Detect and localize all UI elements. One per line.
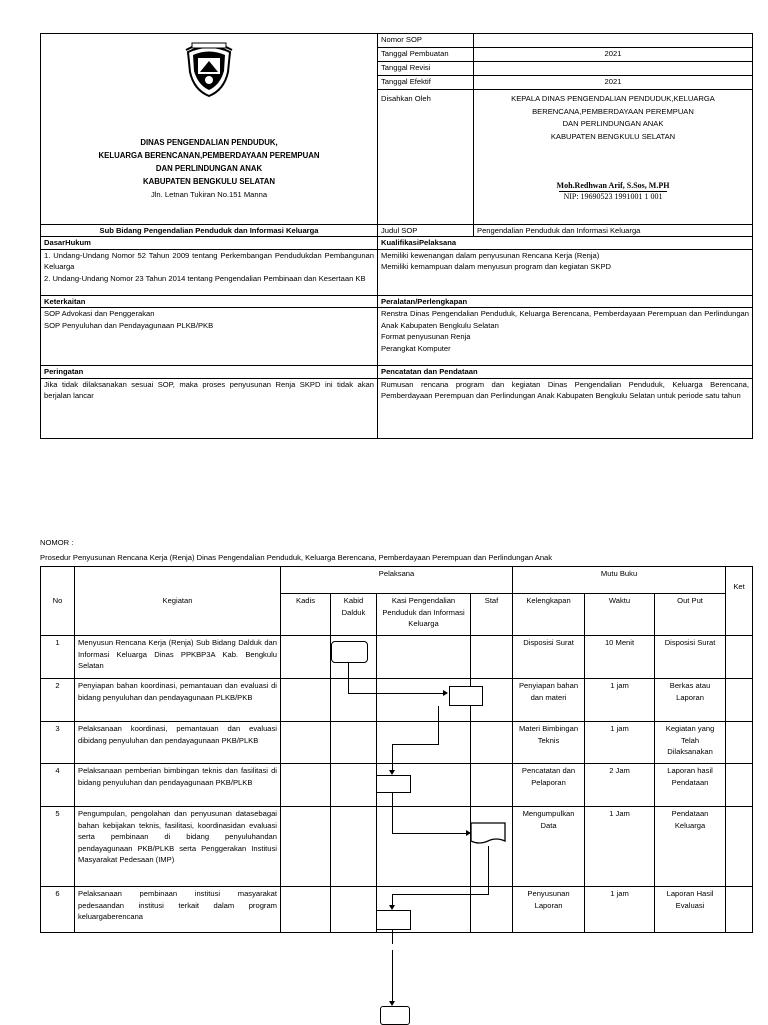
- regency-emblem-icon: [184, 42, 234, 98]
- row-kegiatan: Pengumpulan, pengolahan dan penyusunan datasebagai bahan kebijakan teknis, fasilitasi, koordinasidan evaluasi serta pembinaan di bidang penyuluhandan pendayagunaan PKB/PLKB serta Penggerakan Institusi Masyarakat Pedesaan (IMP): [75, 807, 281, 887]
- row-output: Kegiatan yang Telah Dilaksanakan: [655, 722, 726, 764]
- row-kelengkapan: Mengumpulkan Data: [513, 807, 585, 887]
- flow-process-box-staf: [449, 686, 483, 706]
- col-output-header: Out Put: [655, 594, 726, 636]
- procedure-nomor-label: NOMOR :: [40, 538, 74, 547]
- row-kelengkapan: Penyiapan bahan dan materi: [513, 679, 585, 722]
- sop-identity-table: [40, 33, 753, 439]
- col-kegiatan-header: Kegiatan: [75, 567, 281, 636]
- peringatan-content: Jika tidak dilaksanakan sesuai SOP, maka proses penyusunan Renja SKPD ini tidak akan berjalan lancar: [41, 378, 378, 438]
- row-waktu: 1 Jam: [585, 807, 655, 887]
- judul-sop-value: Pengendalian Penduduk dan Informasi Keluarga: [474, 224, 753, 237]
- table-row: [41, 636, 753, 679]
- tanggal-efektif-value: 2021: [474, 76, 753, 90]
- pencatatan-heading: Pencatatan dan Pendataan: [378, 366, 753, 379]
- flow-connector: [392, 833, 468, 834]
- table-row: [41, 807, 753, 887]
- row-output: Berkas atau Laporan: [655, 679, 726, 722]
- col-mutu-buku-header: Mutu Buku: [513, 567, 726, 594]
- kualifikasi-content: Memiliki kewenangan dalam penyusunan Rencana Kerja (Renja) Memiliki kemampuan dalam menyusun program dan kegiatan SKPD: [378, 249, 753, 295]
- nomor-sop-value: [474, 34, 753, 48]
- col-kasi-header: Kasi Pengendalian Penduduk dan Informasi Keluarga: [377, 594, 471, 636]
- col-kabid-header: Kabid Dalduk: [331, 594, 377, 636]
- row-output: Laporan Hasil Evaluasi: [655, 887, 726, 933]
- flow-start-terminator: [331, 641, 368, 663]
- tanggal-pembuatan-label: Tanggal Pembuatan: [378, 48, 474, 62]
- flow-document-icon: [470, 822, 506, 846]
- col-waktu-header: Waktu: [585, 594, 655, 636]
- row-kegiatan: Pelaksanaan koordinasi, pemantauan dan evaluasi dibidang penyuluhan dan pendayagunaan PKB/PLKB: [75, 722, 281, 764]
- row-kelengkapan: Penyusunan Laporan: [513, 887, 585, 933]
- row-output: Disposisi Surat: [655, 636, 726, 679]
- row-kegiatan: Penyiapan bahan koordinasi, pemantauan dan evaluasi di bidang penyuluhan dan pendayagunaan PLKB/PKB: [75, 679, 281, 722]
- procedure-title: Prosedur Penyusunan Rencana Kerja (Renja) Dinas Pengendalian Penduduk, Keluarga Berencana, Pemberdayaan Perempuan dan Perlindungan Anak: [40, 553, 553, 562]
- peralatan-content: Renstra Dinas Pengendalian Penduduk, Keluarga Berencana, Pemberdayaan Perempuan dan Perlindungan Anak Kabupaten Bengkulu Selatan Format penyusunan Renja Perangkat Komputer: [378, 308, 753, 366]
- tanggal-pembuatan-value: 2021: [474, 48, 753, 62]
- peralatan-heading: Peralatan/Perlengkapan: [378, 295, 753, 308]
- nomor-sop-label: Nomor SOP: [378, 34, 474, 48]
- flow-connector: [438, 706, 439, 744]
- agency-address: Jln. Letnan Tukiran No.151 Manna: [150, 190, 268, 199]
- row-waktu: 1 jam: [585, 679, 655, 722]
- tanggal-revisi-label: Tanggal Revisi: [378, 62, 474, 76]
- row-kelengkapan: Disposisi Surat: [513, 636, 585, 679]
- agency-header-cell: [41, 34, 378, 225]
- peringatan-heading: Peringatan: [41, 366, 378, 379]
- row-no: 4: [41, 764, 75, 807]
- flow-end-terminator: [380, 1006, 410, 1025]
- kualifikasi-heading: KualifikasiPelaksana: [378, 237, 753, 250]
- keterkaitan-heading: Keterkaitan: [41, 295, 378, 308]
- col-no-header: No: [41, 567, 75, 636]
- flow-process-box-kasi: [376, 775, 411, 793]
- flow-connector: [488, 846, 489, 894]
- flow-process-box-kasi: [376, 910, 411, 930]
- agency-name: DINAS PENGENDALIAN PENDUDUK, KELUARGA BERENCANAN,PEMBERDAYAAN PEREMPUAN DAN PERLINDUNGAN ANAK KABUPATEN BENGKULU SELATAN: [98, 138, 320, 186]
- table-row: [41, 722, 753, 764]
- row-waktu: 2 Jam: [585, 764, 655, 807]
- row-no: 3: [41, 722, 75, 764]
- flow-connector: [392, 930, 393, 944]
- sub-bidang-title: Sub Bidang Pengendalian Penduduk dan Informasi Keluarga: [41, 224, 378, 237]
- agency-logo-area: [41, 34, 377, 106]
- flow-connector: [348, 663, 349, 693]
- row-waktu: 1 jam: [585, 722, 655, 764]
- judul-sop-label: Judul SOP: [378, 224, 474, 237]
- dasar-hukum-content: 1. Undang-Undang Nomor 52 Tahun 2009 tentang Perkembangan Pendudukdan Pembangunan Keluarga 2. Undang-Undang Nomor 23 Tahun 2014 tentang Pengendalian Pembinaan dan Kesertaan KB: [41, 249, 378, 295]
- row-kelengkapan: Pencatatan dan Pelaporan: [513, 764, 585, 807]
- col-ket-header: Ket: [726, 567, 753, 636]
- flow-connector: [392, 744, 439, 745]
- keterkaitan-content: SOP Advokasi dan Penggerakan SOP Penyuluhan dan Pendayagunaan PLKB/PKB: [41, 308, 378, 366]
- row-no: 2: [41, 679, 75, 722]
- row-waktu: 1 jam: [585, 887, 655, 933]
- tanggal-revisi-value: [474, 62, 753, 76]
- row-kegiatan: Pelaksanaan pemberian bimbingan teknis dan fasilitasi di bidang penyuluhan dan pendayagunaan PKB/PLKB: [75, 764, 281, 807]
- col-kelengkapan-header: Kelengkapan: [513, 594, 585, 636]
- row-kelengkapan: Materi Bimbingan Teknis: [513, 722, 585, 764]
- disahkan-oleh-label: Disahkan Oleh: [378, 90, 474, 224]
- row-no: 6: [41, 887, 75, 933]
- flow-connector: [392, 950, 393, 1002]
- table-row: [41, 679, 753, 722]
- pencatatan-content: Rumusan rencana program dan kegiatan Dinas Pengendalian Penduduk, Keluarga Berencana, Pemberdayaan Perempuan dan Perlindungan Anak Kabupaten Bengkulu Selatan untuk periode satu tahun: [378, 378, 753, 438]
- row-kegiatan: Pelaksanaan pembinaan institusi masyarakat pedesaandan institusi terkait dalam program keluargaberencana: [75, 887, 281, 933]
- flow-connector: [392, 793, 393, 833]
- signer-name: Moh.Redhwan Arif, S.Sos, M.PH: [556, 181, 670, 190]
- row-no: 5: [41, 807, 75, 887]
- col-kadis-header: Kadis: [281, 594, 331, 636]
- disahkan-oleh-value: KEPALA DINAS PENGENDALIAN PENDUDUK,KELUARGA BERENCANA,PEMBERDAYAAN PEREMPUAN DAN PERLINDUNGAN ANAK KABUPATEN BENGKULU SELATAN Moh.Redhwan Arif, S.Sos, M.PH NIP: 19690523 1991001 1 001: [474, 90, 753, 224]
- row-output: Laporan hasil Pendataan: [655, 764, 726, 807]
- row-waktu: 10 Menit: [585, 636, 655, 679]
- flow-connector: [392, 744, 393, 770]
- flow-connector: [392, 894, 489, 895]
- signer-nip: NIP: 19690523 1991001 1 001: [559, 191, 666, 202]
- flow-arrow: [443, 690, 448, 696]
- tanggal-efektif-label: Tanggal Efektif: [378, 76, 474, 90]
- col-pelaksana-header: Pelaksana: [281, 567, 513, 594]
- row-output: Pendataan Keluarga: [655, 807, 726, 887]
- procedure-flow-table: [40, 566, 753, 933]
- flow-connector: [348, 693, 445, 694]
- row-no: 1: [41, 636, 75, 679]
- dasar-hukum-heading: DasarHukum: [41, 237, 378, 250]
- row-kegiatan: Menyusun Rencana Kerja (Renja) Sub Bidang Dalduk dan Informasi Keluarga Dinas PPKBP3A Kab. Bengkulu Selatan: [75, 636, 281, 679]
- col-staf-header: Staf: [471, 594, 513, 636]
